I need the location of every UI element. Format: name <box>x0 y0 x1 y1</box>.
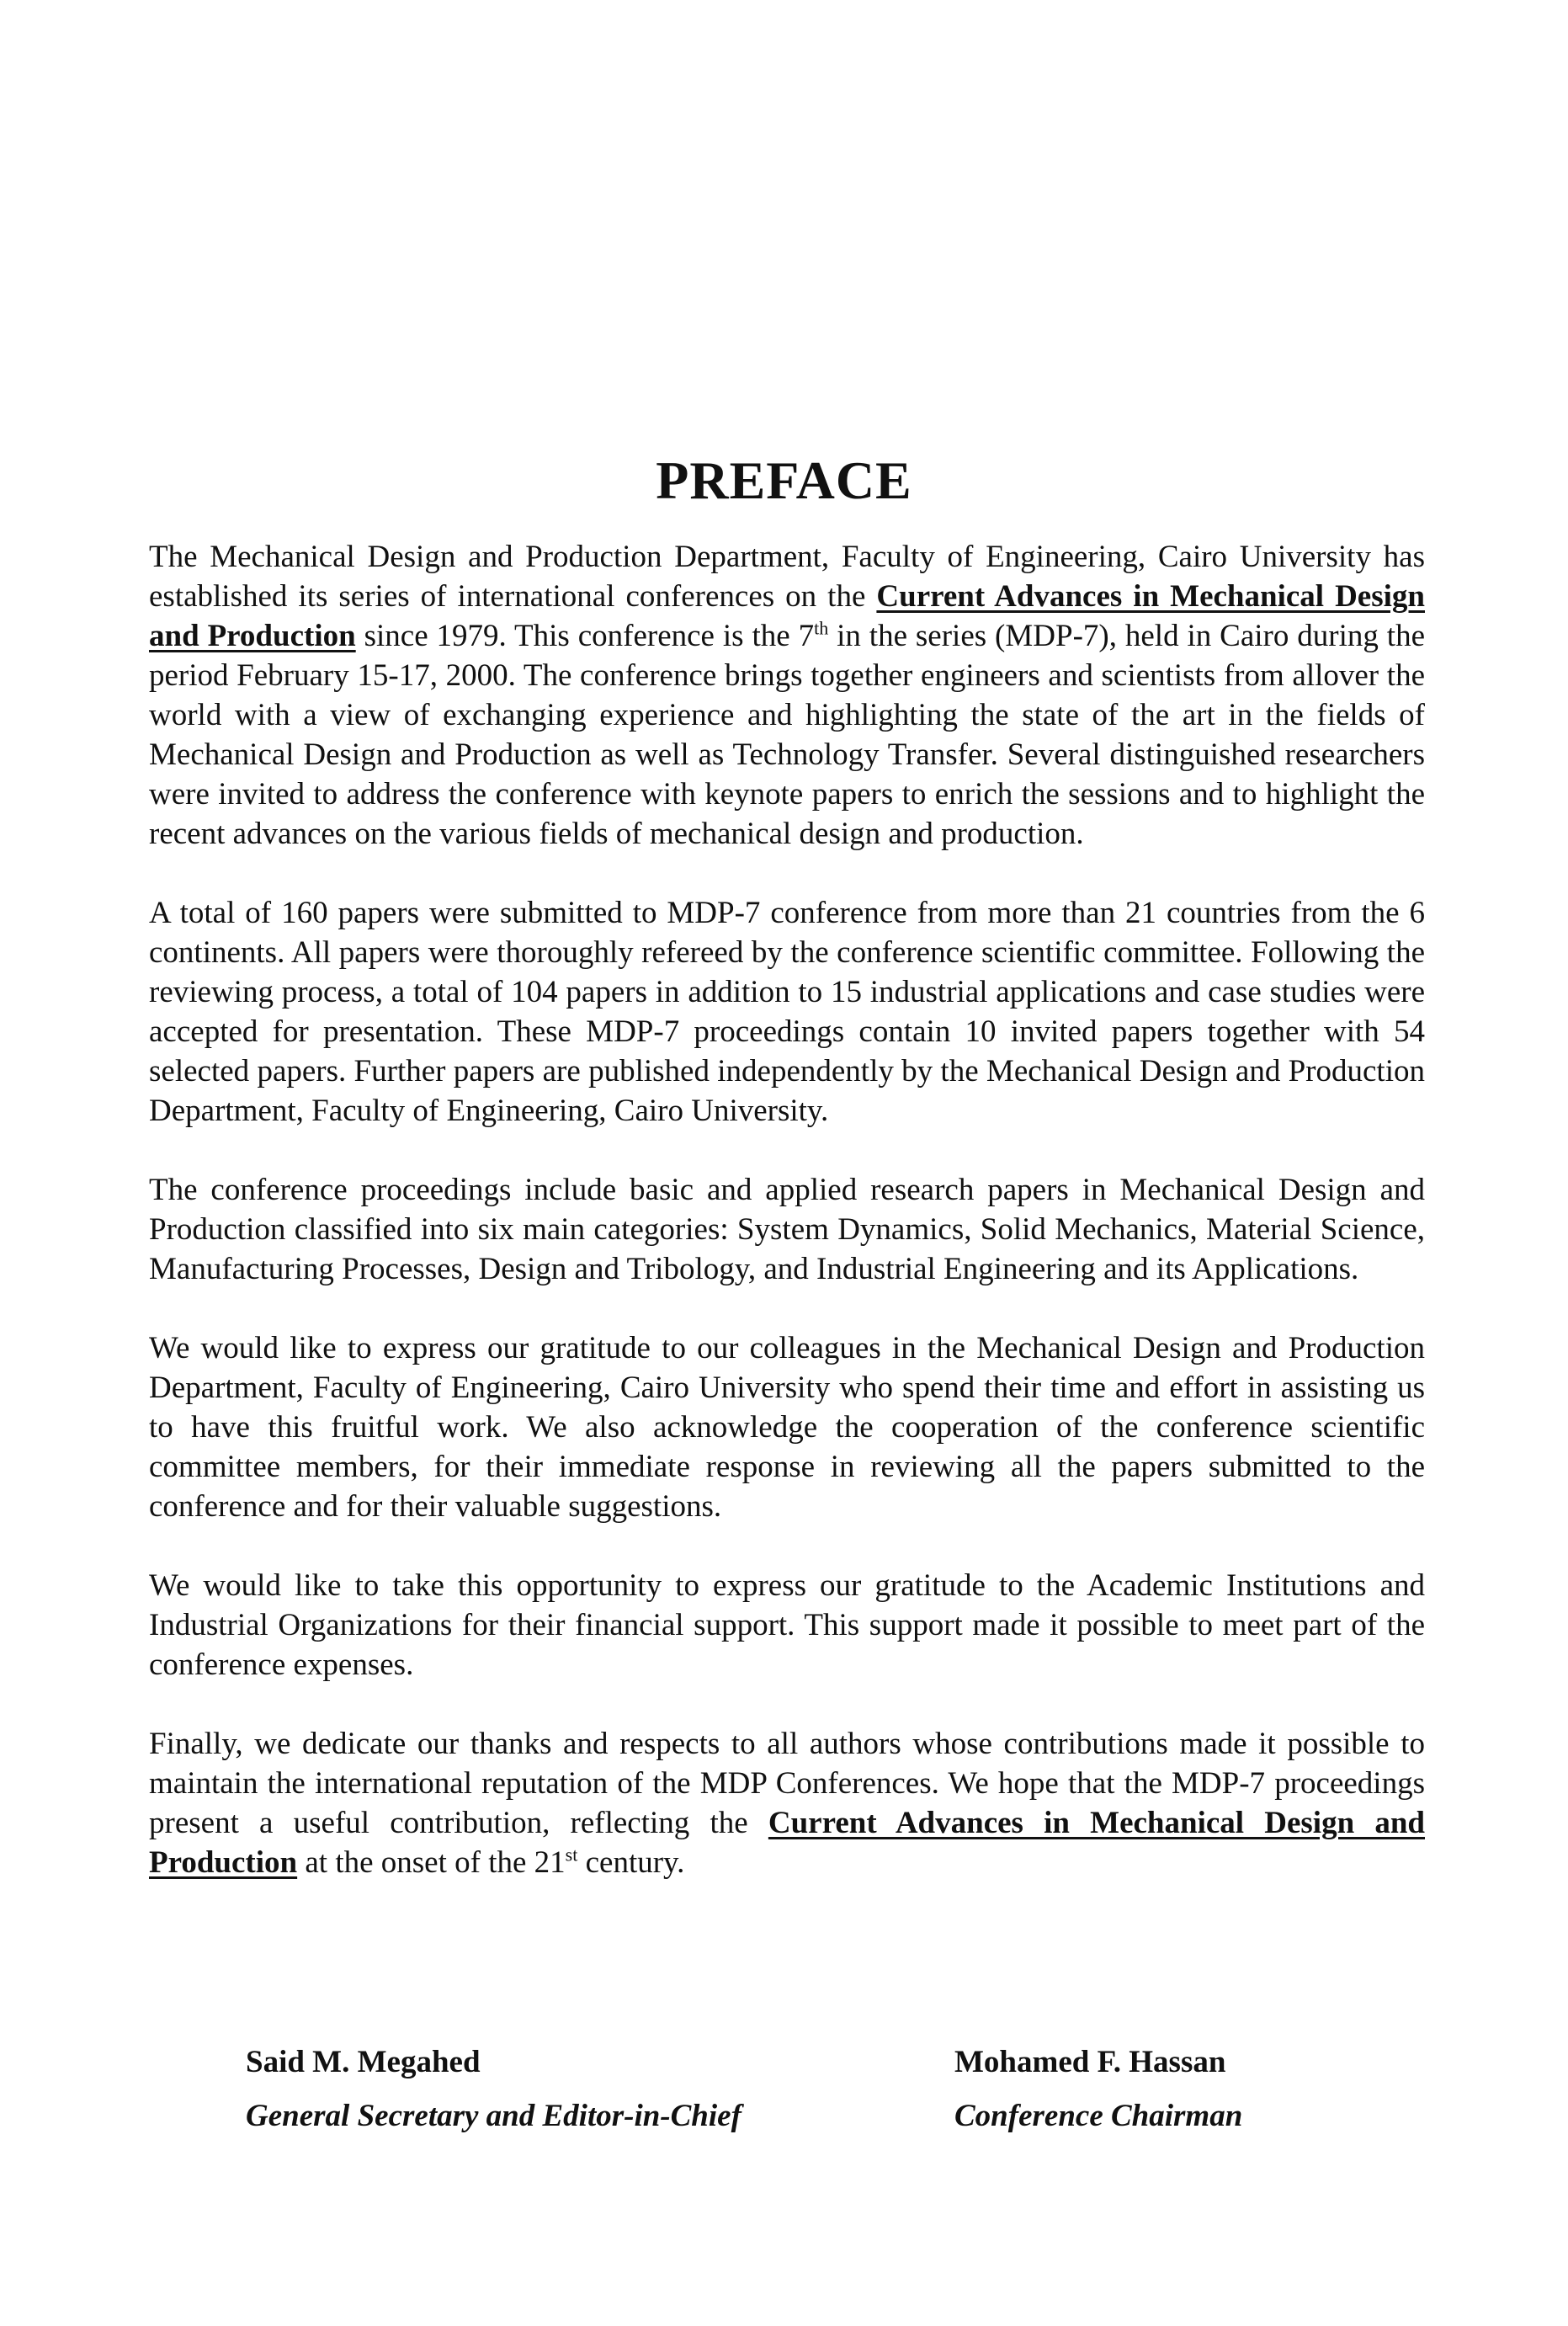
paragraph-closing <box>149 1724 1425 1882</box>
ordinal-suffix: st <box>565 1844 578 1866</box>
signatory-role: Conference Chairman <box>954 2099 1243 2133</box>
paragraph-closing-text-b: at the onset of the 21 <box>297 1845 566 1880</box>
ordinal-suffix: th <box>814 617 829 639</box>
signatory-role: General Secretary and Editor-in-Chief <box>246 2099 741 2133</box>
signature-block-right <box>954 2036 1242 2143</box>
paragraph-closing-text-c: century. <box>577 1845 685 1880</box>
paragraph-categories: The conference proceedings include basic and applied research papers in Mechanical Design and Production classified into six main categories: System Dynamics, Solid Mechanics, Material Science, Manufacturing Processes, Design and Tribology, and Industrial Engineering and its Applications. <box>149 1173 1425 1286</box>
paragraph-submissions: A total of 160 papers were submitted to MDP-7 conference from more than 21 countries from the 6 continents. All papers were thoroughly refereed by the conference scientific committee. Following the reviewing process, a total of 104 papers in addition to 15 industrial applications and case studies were accepted for presentation. These MDP-7 proceedings contain 10 invited papers together with 54 selected papers. Further papers are published independently by the Mechanical Design and Production Department, Faculty of Engineering, Cairo University. <box>149 896 1425 1128</box>
paragraph-gratitude-colleagues: We would like to express our gratitude to our colleagues in the Mechanical Design and Production Department, Faculty of Engineering, Cairo University who spend their time and effort in assisting us to have this fruitful work. We also acknowledge the cooperation of the conference scientific committee members, for their immediate response in reviewing all the papers submitted to the conference and for their valuable suggestions. <box>149 1331 1425 1524</box>
signatory-name: Mohamed F. Hassan <box>954 2045 1226 2079</box>
page-title: PREFACE <box>656 450 912 510</box>
preface-body <box>149 537 1425 1922</box>
paragraph-closing-text-a: Finally, we dedicate our thanks and respects to all authors whose contributions made it possible to maintain the international reputation of the MDP Conferences. We hope that the MDP-7 proceedings present a useful contribution, reflecting the <box>149 1727 1425 1840</box>
conference-series-title: Current Advances in Mechanical Design and Production <box>149 579 1425 653</box>
paragraph-intro-text-a: The Mechanical Design and Production Department, Faculty of Engineering, Cairo University has established its series of international conferences on the <box>149 540 1425 614</box>
conference-series-title: Current Advances in Mechanical Design and Production <box>149 1806 1425 1880</box>
signature-block-left <box>246 2036 741 2143</box>
signatory-name: Said M. Megahed <box>246 2045 481 2079</box>
paragraph-intro-text-c: in the series (MDP-7), held in Cairo during the period February 15-17, 2000. The conference brings together engineers and scientists from allover the world with a view of exchanging experience and highlighting the state of the art in the fields of Mechanical Design and Production as well as Technology Transfer. Several distinguished researchers were invited to address the conference with keynote papers to enrich the sessions and to highlight the recent advances on the various fields of mechanical design and production. <box>149 619 1425 851</box>
paragraph-intro <box>149 537 1425 854</box>
paragraph-gratitude-sponsors: We would like to take this opportunity to express our gratitude to the Academic Institutions and Industrial Organizations for their financial support. This support made it possible to meet part of the conference expenses. <box>149 1568 1425 1682</box>
paragraph-intro-text-b: since 1979. This conference is the 7 <box>355 619 815 653</box>
